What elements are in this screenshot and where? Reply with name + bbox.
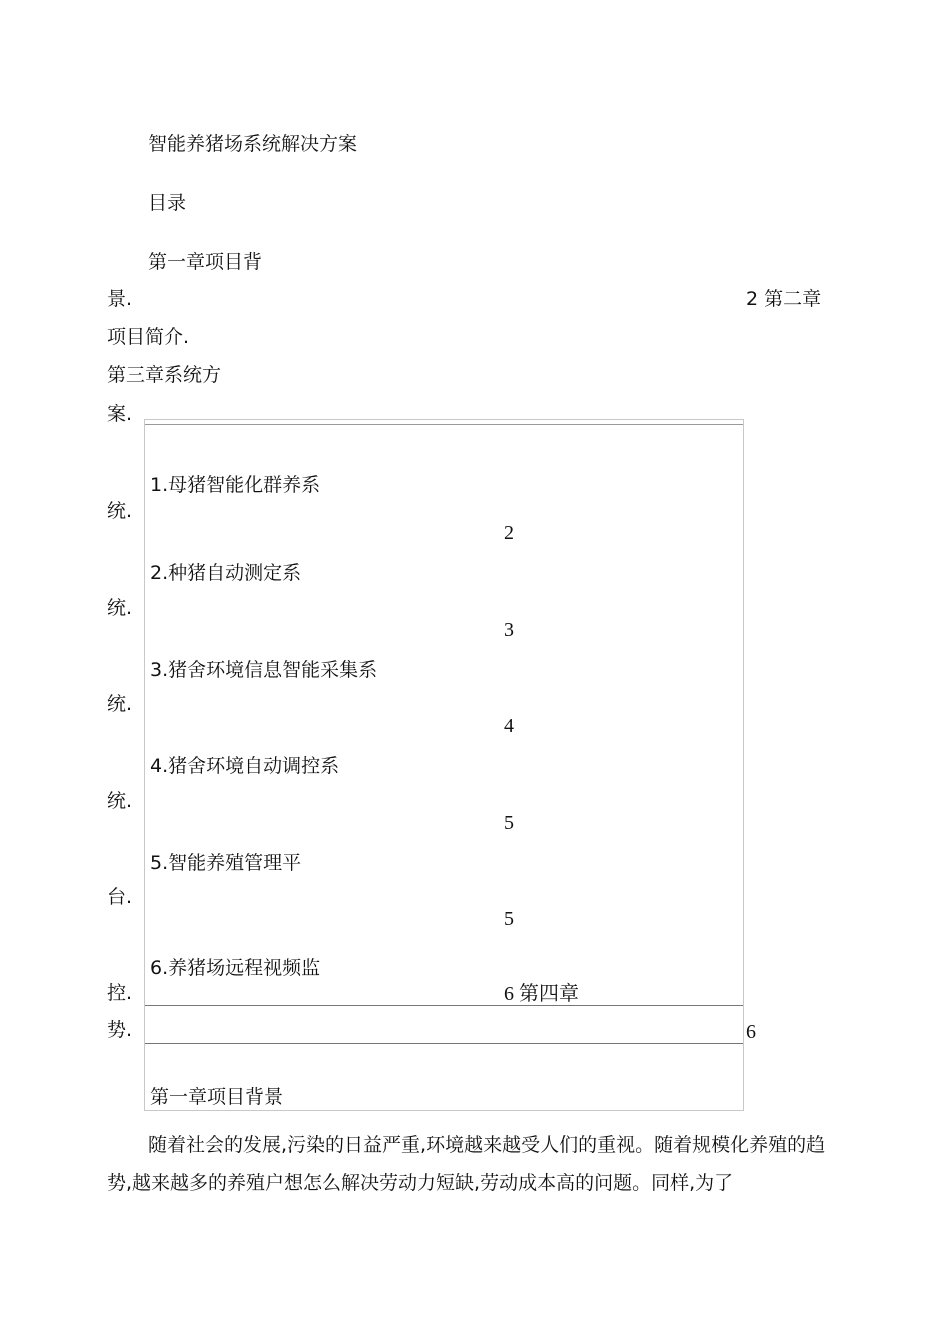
chapter1-heading: 第一章项目背景 xyxy=(150,1086,284,1108)
toc-item-tail: 控. xyxy=(107,982,133,1004)
toc-item-page: 6 第四章 xyxy=(504,983,579,1005)
toc-table-top-rule xyxy=(145,424,743,425)
toc-table-rule xyxy=(145,1043,743,1044)
toc-item-label: 5.智能养殖管理平 xyxy=(150,852,302,874)
toc-line-chapter3-tail: 案. xyxy=(107,403,133,425)
toc-item-page: 5 xyxy=(504,812,514,834)
toc-item-label: 6.养猪场远程视频监 xyxy=(150,957,321,979)
toc-table-rule xyxy=(145,1005,743,1006)
toc-line-chapter3: 第三章系统方 xyxy=(107,364,222,386)
toc-item-tail: 统. xyxy=(107,693,133,715)
toc-item-page: 3 xyxy=(504,619,514,641)
toc-page-chapter2: 2 第二章 xyxy=(746,288,822,310)
toc-heading: 目录 xyxy=(148,192,187,214)
toc-last-page: 6 xyxy=(746,1021,756,1043)
toc-item-page: 4 xyxy=(504,715,514,737)
doc-title: 智能养猪场系统解决方案 xyxy=(148,133,358,155)
toc-item-label: 1.母猪智能化群养系 xyxy=(150,474,321,496)
body-text-line: 随着社会的发展,污染的日益严重,环境越来越受人们的重视。随着规模化养殖的趋 xyxy=(148,1134,826,1156)
toc-item-label: 2.种猪自动测定系 xyxy=(150,562,302,584)
toc-item-page: 2 xyxy=(504,522,514,544)
toc-item-tail: 统. xyxy=(107,790,133,812)
toc-last-tail: 势. xyxy=(107,1019,133,1041)
toc-line-chapter1-tail: 景. xyxy=(107,288,133,310)
toc-item-tail: 台. xyxy=(107,886,133,908)
toc-item-page: 5 xyxy=(504,908,514,930)
toc-item-tail: 统. xyxy=(107,597,133,619)
body-text-line: 势,越来越多的养殖户想怎么解决劳动力短缺,劳动成本高的问题。同样,为了 xyxy=(107,1172,734,1194)
toc-line-chapter2: 项目简介. xyxy=(107,326,190,348)
toc-item-tail: 统. xyxy=(107,500,133,522)
toc-line-chapter1: 第一章项目背 xyxy=(148,251,263,273)
toc-item-label: 4.猪舍环境自动调控系 xyxy=(150,755,340,777)
toc-item-label: 3.猪舍环境信息智能采集系 xyxy=(150,659,378,681)
